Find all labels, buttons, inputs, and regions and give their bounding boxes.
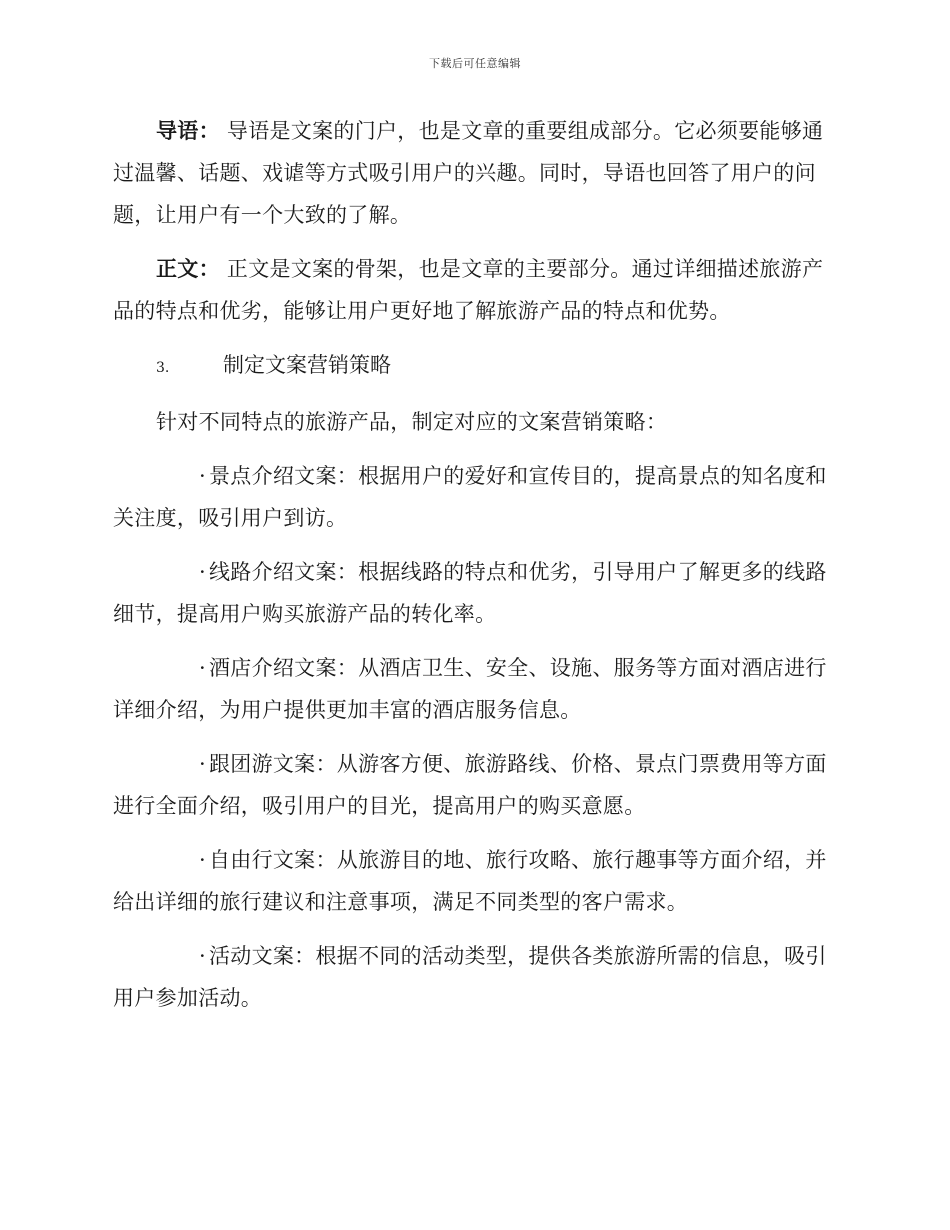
bullet-dot-icon: · (199, 560, 206, 584)
bullet-item (113, 839, 838, 923)
section-heading (113, 344, 838, 389)
lead-paragraph: 针对不同特点的旅游产品，制定对应的文案营销策略： (156, 410, 668, 434)
bullet-text: 线路介绍文案：根据线路的特点和优劣，引导用户了解更多的线路细节，提高用户购买旅游产品的转化率。 (113, 560, 827, 626)
bullet-item (113, 743, 838, 827)
intro-text: 导语是文案的门户，也是文章的重要组成部分。它必须要能够通过温馨、话题、戏谑等方式吸引用户的兴趣。同时，导语也回答了用户的问题，让用户有一个大致的了解。 (113, 119, 824, 227)
bullet-dot-icon: · (199, 752, 206, 776)
intro-label: 导语： (156, 119, 220, 143)
bullet-dot-icon: · (199, 656, 206, 680)
body-label: 正文： (156, 257, 220, 281)
section-number: 3. (156, 360, 170, 376)
bullet-dot-icon: · (199, 944, 206, 968)
bullet-text: 景点介绍文案：根据用户的爱好和宣传目的，提高景点的知名度和关注度，吸引用户到访。 (113, 464, 827, 530)
bullet-text: 跟团游文案：从游客方便、旅游路线、价格、景点门票费用等方面进行全面介绍，吸引用户的目光，提高用户的购买意愿。 (113, 752, 827, 818)
header-note: 下载后可任意编辑 (429, 57, 521, 70)
intro-paragraph (113, 110, 838, 236)
bullet-item (113, 935, 838, 1019)
bullet-text: 自由行文案：从旅游目的地、旅行攻略、旅行趣事等方面介绍，并给出详细的旅行建议和注意事项，满足不同类型的客户需求。 (113, 848, 827, 914)
section-title: 制定文案营销策略 (223, 353, 391, 377)
bullet-text: 活动文案：根据不同的活动类型，提供各类旅游所需的信息，吸引用户参加活动。 (113, 944, 827, 1010)
bullet-item (113, 647, 838, 731)
body-paragraph (113, 248, 838, 332)
bullet-text: 酒店介绍文案：从酒店卫生、安全、设施、服务等方面对酒店进行详细介绍，为用户提供更加丰富的酒店服务信息。 (113, 656, 827, 722)
body-text: 正文是文案的骨架，也是文章的主要部分。通过详细描述旅游产品的特点和优劣，能够让用户更好地了解旅游产品的特点和优势。 (113, 257, 824, 323)
bullet-item (113, 455, 838, 539)
bullet-dot-icon: · (199, 848, 206, 872)
document-body (113, 110, 838, 1031)
bullet-dot-icon: · (199, 464, 206, 488)
bullet-item (113, 551, 838, 635)
